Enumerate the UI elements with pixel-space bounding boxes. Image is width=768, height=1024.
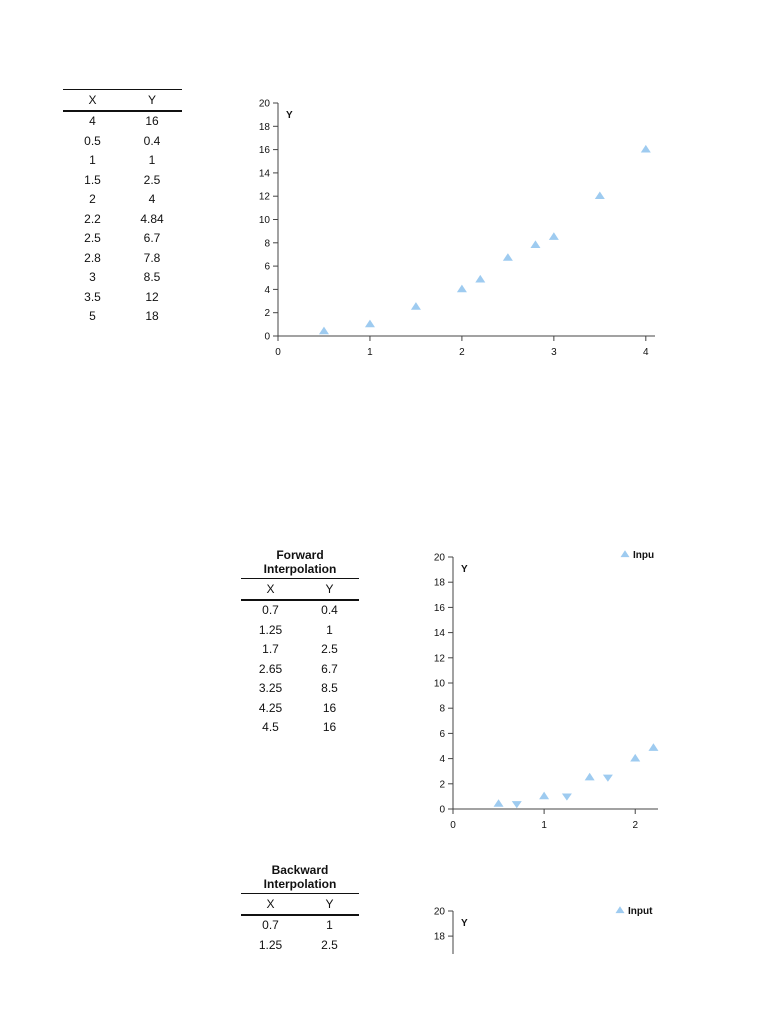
caption-line-2: Interpolation — [263, 877, 337, 891]
cell-y: 0.4 — [143, 133, 161, 148]
y-tick-label: 8 — [264, 238, 270, 250]
table-row — [63, 209, 182, 229]
cell-y: 1 — [326, 622, 333, 637]
y-tick-label: 6 — [439, 728, 445, 740]
cell-y: 6.7 — [321, 661, 338, 676]
cell-y: 7.8 — [143, 250, 161, 265]
cell-x: 1.7 — [262, 642, 279, 657]
cell-y: 18 — [145, 309, 159, 324]
data-point — [494, 799, 504, 807]
data-table-1 — [63, 89, 182, 326]
cell-y: 16 — [145, 114, 159, 129]
cell-x: 3 — [89, 270, 96, 285]
table-row — [63, 190, 182, 210]
y-tick-label: 12 — [258, 191, 270, 203]
y-tick-label: 6 — [264, 261, 270, 273]
table-row — [63, 248, 182, 268]
y-tick-label: 18 — [433, 931, 445, 943]
table-row — [63, 307, 182, 327]
backward-interpolation-table — [241, 863, 359, 955]
cell-x: 5 — [89, 309, 96, 324]
x-tick-label: 2 — [459, 347, 465, 358]
table-row — [63, 268, 182, 288]
data-point — [319, 327, 329, 335]
scatter-chart-2 — [420, 546, 668, 832]
legend-marker — [621, 550, 630, 557]
table-row — [241, 659, 359, 679]
y-tick-label: 0 — [439, 804, 445, 816]
cell-x: 2.8 — [84, 250, 101, 265]
table-body — [241, 600, 359, 738]
cell-x: 3.25 — [258, 681, 283, 696]
x-tick-label: 1 — [541, 820, 547, 831]
column-header-y: Y — [122, 90, 182, 111]
cell-y: 8.5 — [321, 681, 338, 696]
data-point — [630, 754, 640, 762]
forward-interpolation-table — [241, 548, 359, 737]
column-header-x: X — [241, 894, 300, 915]
cell-x: 2 — [89, 192, 96, 207]
y-tick-label: 14 — [433, 628, 445, 640]
data-point — [503, 253, 513, 261]
table-row — [63, 151, 182, 171]
cell-x: 1.25 — [258, 937, 283, 952]
table-row — [241, 640, 359, 660]
caption-line-2: Interpolation — [263, 562, 337, 576]
legend-label: Inpu — [633, 550, 655, 561]
cell-y: 12 — [145, 289, 159, 304]
x-tick-label: 2 — [632, 820, 639, 831]
cell-y: 1 — [148, 153, 156, 168]
table-caption — [241, 548, 359, 579]
data-point — [595, 191, 605, 199]
table-row — [241, 600, 359, 621]
y-tick-label: 12 — [433, 653, 445, 665]
y-tick-label: 10 — [433, 678, 445, 690]
cell-x: 0.5 — [84, 133, 101, 148]
cell-x: 2.65 — [258, 661, 283, 676]
table-row — [241, 935, 359, 955]
data-point — [585, 773, 595, 781]
y-tick-label: 20 — [433, 906, 445, 918]
cell-x: 2.5 — [84, 231, 101, 246]
caption-line-1: Forward — [276, 548, 324, 562]
y-tick-label: 18 — [433, 577, 445, 589]
cell-x: 1.25 — [258, 622, 283, 637]
y-tick-label: 8 — [439, 703, 445, 715]
x-tick-label: 0 — [450, 820, 456, 831]
table-row — [241, 679, 359, 699]
table-row — [241, 915, 359, 936]
table-row — [63, 131, 182, 151]
y-tick-label: 0 — [264, 331, 270, 343]
chart-svg — [420, 546, 668, 832]
table-row — [241, 620, 359, 640]
column-header-y: Y — [300, 579, 359, 600]
column-header-y: Y — [300, 894, 359, 915]
data-point — [411, 302, 421, 310]
data-point — [457, 285, 467, 293]
y-axis-label: Y — [461, 564, 468, 575]
data-point — [603, 775, 613, 782]
x-tick-label: 3 — [551, 347, 557, 358]
data-point — [648, 743, 658, 751]
data-point — [530, 240, 540, 248]
cell-y: 0.4 — [321, 603, 338, 618]
y-tick-label: 20 — [258, 98, 270, 110]
y-tick-label: 16 — [433, 602, 445, 614]
table-row — [241, 698, 359, 718]
data-point — [512, 801, 522, 808]
y-axis-label: Y — [461, 918, 468, 929]
y-tick-label: 2 — [264, 308, 270, 320]
cell-y: 4 — [148, 192, 156, 207]
x-tick-label: 1 — [367, 347, 373, 358]
table-caption — [241, 863, 359, 894]
data-point — [365, 320, 375, 328]
cell-x: 4.5 — [262, 720, 279, 735]
column-header-x: X — [63, 90, 122, 111]
caption-line-1: Backward — [271, 863, 329, 877]
legend-marker — [616, 906, 625, 913]
scatter-chart-1 — [245, 93, 665, 361]
table-row — [63, 287, 182, 307]
table-body — [63, 111, 182, 327]
data-point — [475, 275, 485, 283]
y-tick-label: 2 — [439, 779, 445, 791]
cell-y: 2.5 — [321, 642, 338, 657]
cell-y: 16 — [322, 700, 337, 715]
y-axis-label: Y — [286, 110, 293, 121]
data-point — [562, 794, 572, 801]
x-tick-label: 4 — [643, 347, 649, 358]
chart-svg — [420, 902, 668, 954]
cell-x: 3.5 — [84, 289, 101, 304]
y-tick-label: 16 — [258, 145, 270, 157]
table-body — [241, 915, 359, 955]
data-point — [549, 232, 559, 240]
y-tick-label: 10 — [258, 215, 270, 226]
y-tick-label: 14 — [258, 168, 270, 180]
cell-y: 6.7 — [143, 231, 161, 246]
cell-x: 0.7 — [262, 918, 279, 933]
table-row — [63, 111, 182, 132]
y-tick-label: 20 — [433, 552, 445, 564]
table-row — [63, 229, 182, 249]
cell-x: 1 — [89, 153, 96, 168]
column-header-x: X — [241, 579, 300, 600]
table-row — [241, 718, 359, 738]
cell-x: 4.25 — [258, 700, 283, 715]
table-row — [63, 170, 182, 190]
cell-x: 0.7 — [262, 603, 279, 618]
cell-x: 4 — [89, 114, 96, 129]
cell-y: 16 — [322, 720, 337, 735]
y-tick-label: 4 — [439, 754, 445, 766]
cell-y: 8.5 — [143, 270, 161, 285]
y-tick-label: 4 — [264, 284, 270, 296]
cell-y: 2.5 — [143, 172, 161, 187]
legend-label: Input — [628, 906, 653, 917]
y-tick-label: 18 — [258, 121, 270, 133]
chart-svg — [245, 93, 665, 361]
scatter-chart-3 — [420, 902, 668, 954]
cell-y: 4.84 — [140, 211, 164, 226]
x-tick-label: 0 — [275, 347, 281, 358]
cell-y: 2.5 — [321, 937, 338, 952]
data-point — [641, 145, 651, 153]
cell-x: 2.2 — [84, 211, 101, 226]
cell-y: 1 — [326, 918, 333, 933]
data-point — [539, 792, 549, 800]
cell-x: 1.5 — [84, 172, 101, 187]
